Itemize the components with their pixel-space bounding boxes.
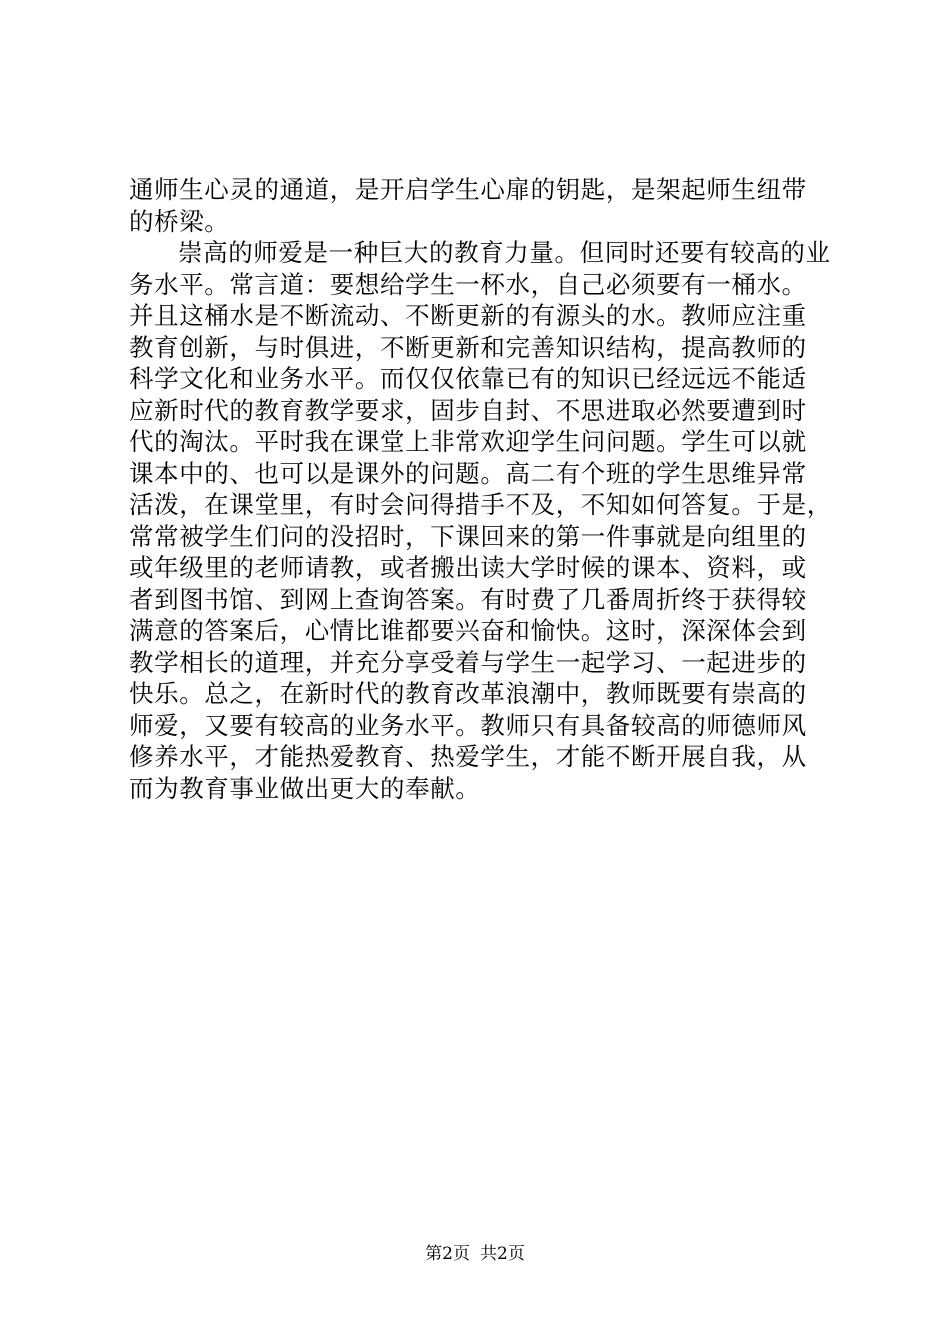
text-line: 通师生心灵的通道，是开启学生心扉的钥匙，是架起师生纽带 — [129, 175, 807, 204]
document-body — [129, 174, 839, 804]
text-line: 科学文化和业务水平。而仅仅依靠已有的知识已经远远不能适 — [129, 364, 807, 393]
text-line: 课本中的、也可以是课外的问题。高二有个班的学生思维异常 — [129, 458, 807, 488]
text-line: 常常被学生们问的没招时，下课回来的第一件事就是向组里的 — [129, 521, 807, 551]
text-line: 应新时代的教育教学要求，固步自封、不思进取必然要遭到时 — [129, 395, 807, 425]
page-footer — [0, 1243, 950, 1265]
text-line: 修养水平，才能热爱教育、热爱学生，才能不断开展自我，从 — [129, 742, 807, 771]
text-line: 者到图书馆、到网上查询答案。有时费了几番周折终于获得较 — [129, 584, 807, 614]
text-line: 而为教育事业做出更大的奉献。 — [129, 773, 481, 803]
text-line: 快乐。总之，在新时代的教育改革浪潮中，教师既要有崇高的 — [129, 679, 807, 708]
text-line: 满意的答案后，心情比谁都要兴奋和愉快。这时，深深体会到 — [129, 616, 807, 645]
text-line: 并且这桶水是不断流动、不断更新的有源头的水。教师应注重 — [129, 301, 807, 330]
text-line: 教学相长的道理，并充分享受着与学生一起学习、一起进步的 — [129, 647, 807, 677]
text-line: 教育创新，与时俱进，不断更新和完善知识结构，提高教师的 — [129, 332, 807, 362]
page-total: 共2页 — [480, 1244, 525, 1264]
text-line: 师爱，又要有较高的业务水平。教师只有具备较高的师德师风 — [129, 710, 807, 740]
text-line: 务水平。常言道：要想给学生一杯水，自己必须要有一桶水。 — [129, 269, 807, 299]
text-line: 的桥梁。 — [129, 206, 230, 236]
text-line: 活泼，在课堂里，有时会问得措手不及，不知如何答复。于是， — [129, 490, 832, 519]
paragraph-first-line: 崇高的师爱是一种巨大的教育力量。但同时还要有较高的业 — [178, 238, 831, 267]
page-number: 第2页 — [425, 1244, 470, 1264]
text-line: 代的淘汰。平时我在课堂上非常欢迎学生问问题。学生可以就 — [129, 427, 807, 456]
text-line: 或年级里的老师请教，或者搬出读大学时候的课本、资料，或 — [129, 553, 807, 582]
